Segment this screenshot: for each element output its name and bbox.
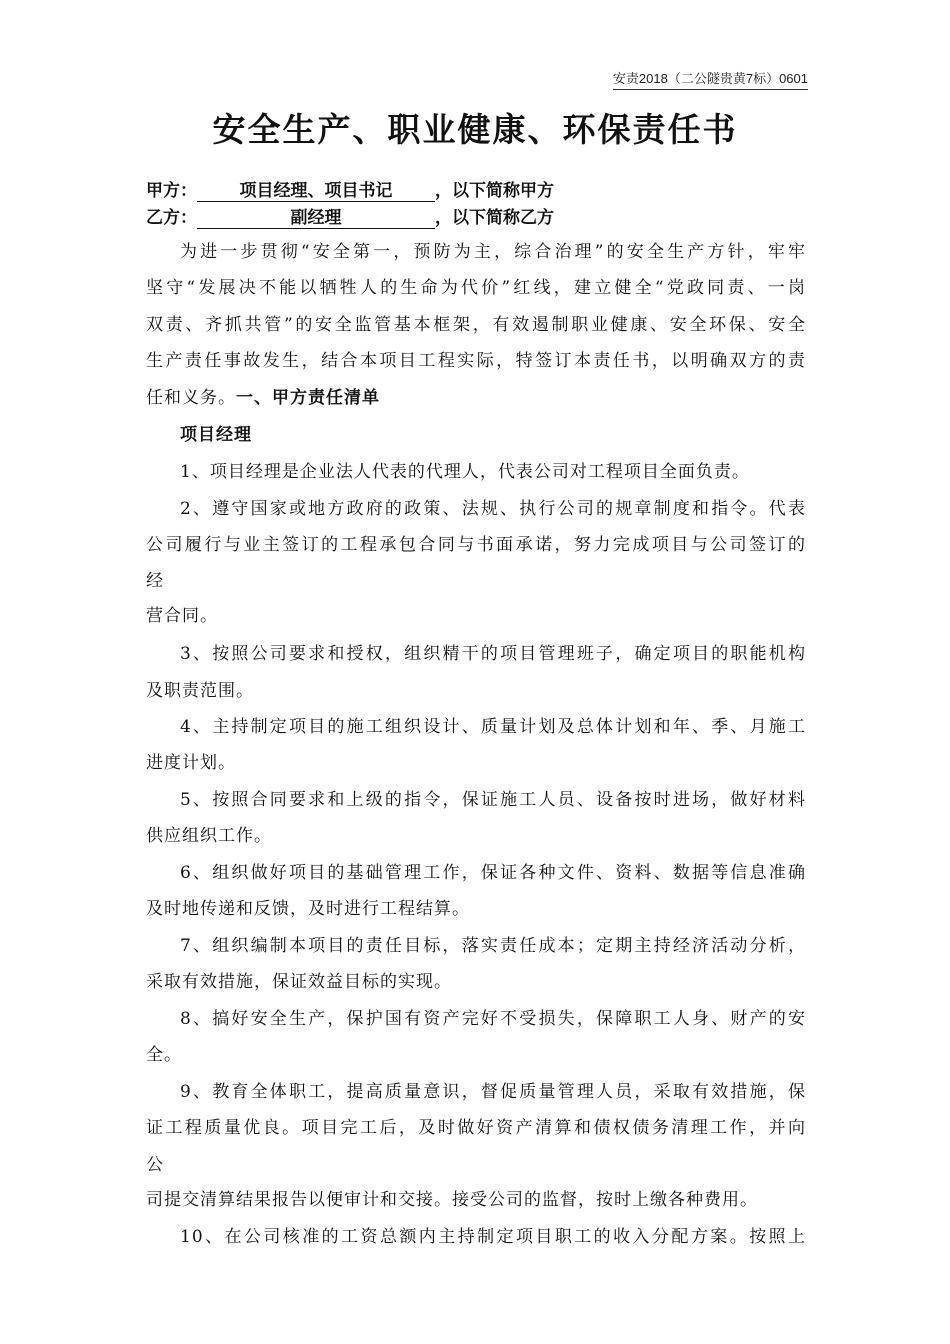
- responsibility-item-cont: 经: [146, 571, 164, 591]
- responsibility-item-cont: 公: [146, 1155, 164, 1175]
- responsibility-item-cont: 进度计划。: [146, 753, 236, 773]
- responsibility-item-cont: 及职责范围。: [146, 681, 254, 701]
- party-b-label: 乙方：: [146, 208, 197, 228]
- responsibility-item-cont: 证工程质量优良。项目完工后，及时做好资产清算和债权债务清理工作，并向: [146, 1118, 806, 1138]
- responsibility-item: 4、主持制定项目的施工组织设计、质量计划及总体计划和年、季、月施工: [180, 717, 806, 737]
- responsibility-item-cont: 司提交清算结果报告以便审计和交接。接受公司的监督，按时上缴各种费用。: [146, 1190, 758, 1210]
- intro-line: 为进一步贯彻“安全第一，预防为主，综合治理”的安全生产方针，牢牢: [180, 242, 806, 262]
- section-heading: 一、甲方责任清单: [236, 388, 380, 408]
- party-b-line: [146, 203, 554, 229]
- responsibility-item-cont: 公司履行与业主签订的工程承包合同与书面承诺，努力完成项目与公司签订的: [146, 535, 806, 555]
- responsibility-item: 8、搞好安全生产，保护国有资产完好不受损失，保障职工人身、财产的安: [180, 1009, 806, 1029]
- responsibility-item: 6、组织做好项目的基础管理工作，保证各种文件、资料、数据等信息准确: [180, 863, 806, 883]
- intro-line: 双责、齐抓共管”的安全监管基本框架，有效遏制职业健康、安全环保、安全: [146, 315, 806, 335]
- responsibility-item: 9、教育全体职工，提高质量意识，督促质量管理人员，采取有效措施，保: [180, 1082, 806, 1102]
- party-a-line: [146, 176, 554, 202]
- responsibility-item-cont: 供应组织工作。: [146, 826, 272, 846]
- responsibility-item-cont: 全。: [146, 1045, 182, 1065]
- subheading: 项目经理: [180, 425, 252, 445]
- party-a-suffix: ，以下简称甲方: [435, 181, 554, 201]
- responsibility-item: 2、遵守国家或地方政府的政策、法规、执行公司的规章制度和指令。代表: [180, 499, 806, 519]
- intro-line: 生产责任事故发生，结合本项目工程实际，特签订本责任书，以明确双方的责: [146, 351, 806, 371]
- intro-line: 坚守“发展决不能以牺牲人的生命为代价”红线，建立健全“党政同责、一岗: [146, 278, 806, 298]
- party-a-label: 甲方：: [146, 181, 197, 201]
- responsibility-item: 5、按照合同要求和上级的指令，保证施工人员、设备按时进场，做好材料: [180, 790, 806, 810]
- responsibility-item: 10、在公司核准的工资总额内主持制定项目职工的收入分配方案。按照上: [180, 1227, 806, 1247]
- responsibility-item: 3、按照公司要求和授权，组织精干的项目管理班子，确定项目的职能机构: [180, 644, 806, 664]
- party-b-value: 副经理: [197, 203, 435, 229]
- responsibility-item: 7、组织编制本项目的责任目标，落实责任成本；定期主持经济活动分析，: [180, 936, 806, 956]
- intro-line: 任和义务。: [146, 388, 236, 408]
- responsibility-item: 1、项目经理是企业法人代表的代理人，代表公司对工程项目全面负责。: [180, 462, 750, 482]
- responsibility-item-cont: 及时地传递和反馈，及时进行工程结算。: [146, 899, 470, 919]
- responsibility-item-cont: 采取有效措施，保证效益目标的实现。: [146, 972, 452, 992]
- responsibility-item-cont: 营合同。: [146, 606, 218, 626]
- document-title: 安全生产、职业健康、环保责任书: [212, 110, 738, 149]
- party-a-value: 项目经理、项目书记: [197, 176, 435, 202]
- intro-line-last: [146, 383, 806, 408]
- document-reference-number: 安责2018（二公隧贵黄7标）0601: [613, 68, 808, 90]
- party-b-suffix: ，以下简称乙方: [435, 208, 554, 228]
